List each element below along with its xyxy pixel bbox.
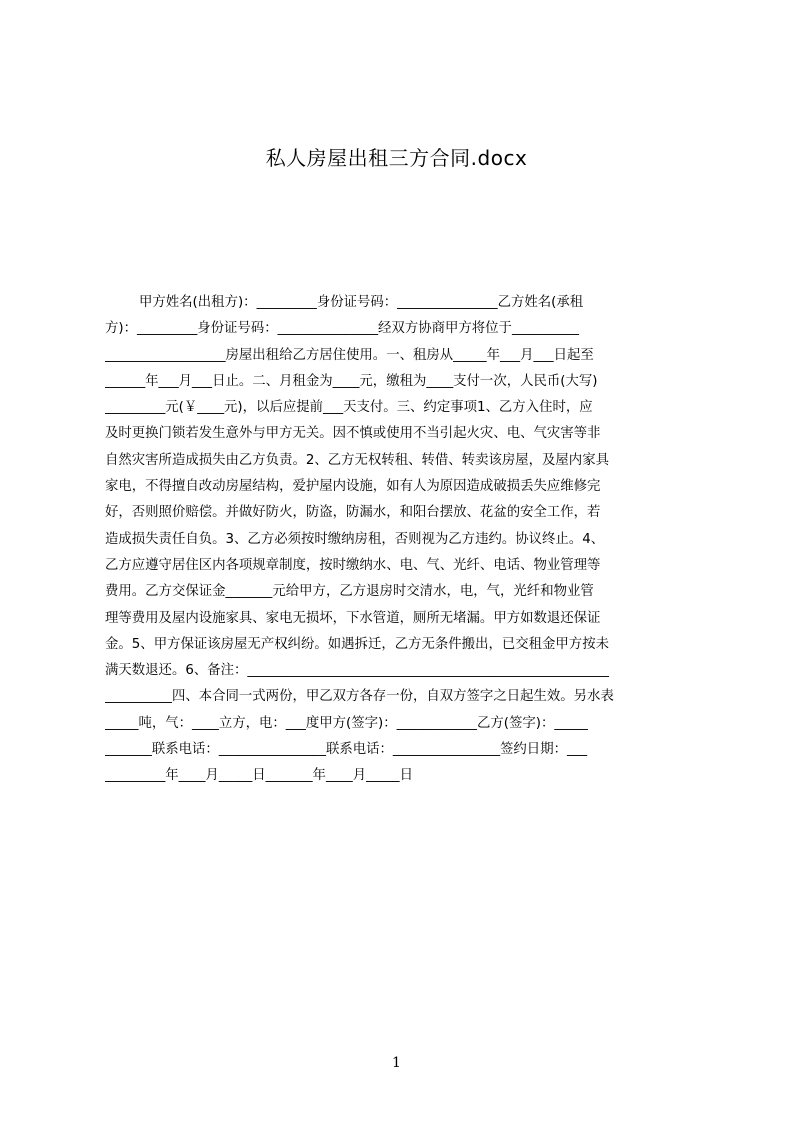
contract-line: _____吨，气：____立方，电：___度甲方(签字)：____________乙方(签字)：_____ xyxy=(105,715,588,731)
contract-line: 费用。乙方交保证金_______元给甲方，乙方退房时交清水，电，气，光纤和物业管 xyxy=(105,584,594,600)
contract-line: __________四、本合同一式两份，甲乙双方各存一份，自双方签字之日起生效。另水表 xyxy=(105,689,614,705)
contract-line: 满天数退还。6、备注：______________________________________________________ xyxy=(105,663,609,679)
contract-line: 甲方姓名(出租方)：_________身份证号码：_______________乙方姓名(承租 xyxy=(139,295,584,310)
contract-line: _______联系电话：________________联系电话：________________签约日期：___ xyxy=(105,742,588,758)
contract-line: 乙方应遵守居住区内各项规章制度，按时缴纳水、电、气、光纤、电话、物业管理等 xyxy=(105,557,601,573)
contract-line: 造成损失责任自负。3、乙方必须按时缴纳房租，否则视为乙方违约。协议终止。4、 xyxy=(105,531,605,547)
contract-line: _________元(￥____元)，以后应提前___天支付。三、约定事项1、乙方入住时，应 xyxy=(105,400,593,416)
contract-body xyxy=(105,290,699,800)
contract-line: 理等费用及屋内设施家具、家电无损坏，下水管道，厕所无堵漏。甲方如数退还保证 xyxy=(105,610,601,626)
contract-line: 及时更换门锁若发生意外与甲方无关。因不慎或使用不当引起火灾、电、气灾害等非 xyxy=(105,426,601,442)
contract-line: 好，否则照价赔偿。并做好防火，防盗，防漏水，和阳台摆放、花盆的安全工作，若 xyxy=(105,505,601,521)
contract-line: 自然灾害所造成损失由乙方负责。2、乙方无权转租、转借、转卖该房屋，及屋内家具 xyxy=(105,452,609,468)
contract-line: 家电，不得擅自改动房屋结构，爱护屋内设施，如有人为原因造成破损丢失应维修完 xyxy=(105,479,601,495)
contract-line: 方)：_________身份证号码：_______________经双方协商甲方将位于__________ xyxy=(105,321,579,337)
contract-line: 金。5、甲方保证该房屋无产权纠纷。如遇拆迁，乙方无条件搬出，已交租金甲方按未 xyxy=(105,636,609,652)
contract-line: _________年____月_____日_______年____月_____日 xyxy=(105,768,413,784)
contract-line: __________________房屋出租给乙方居住使用。一、租房从_____年___月___日起至 xyxy=(105,347,594,363)
document-title: 私人房屋出租三方合同.docx xyxy=(265,146,528,170)
contract-line: ______年___月___日止。二、月租金为____元，缴租为____支付一次，人民币(大写) xyxy=(105,373,598,389)
page-number: 1 xyxy=(392,1055,401,1071)
